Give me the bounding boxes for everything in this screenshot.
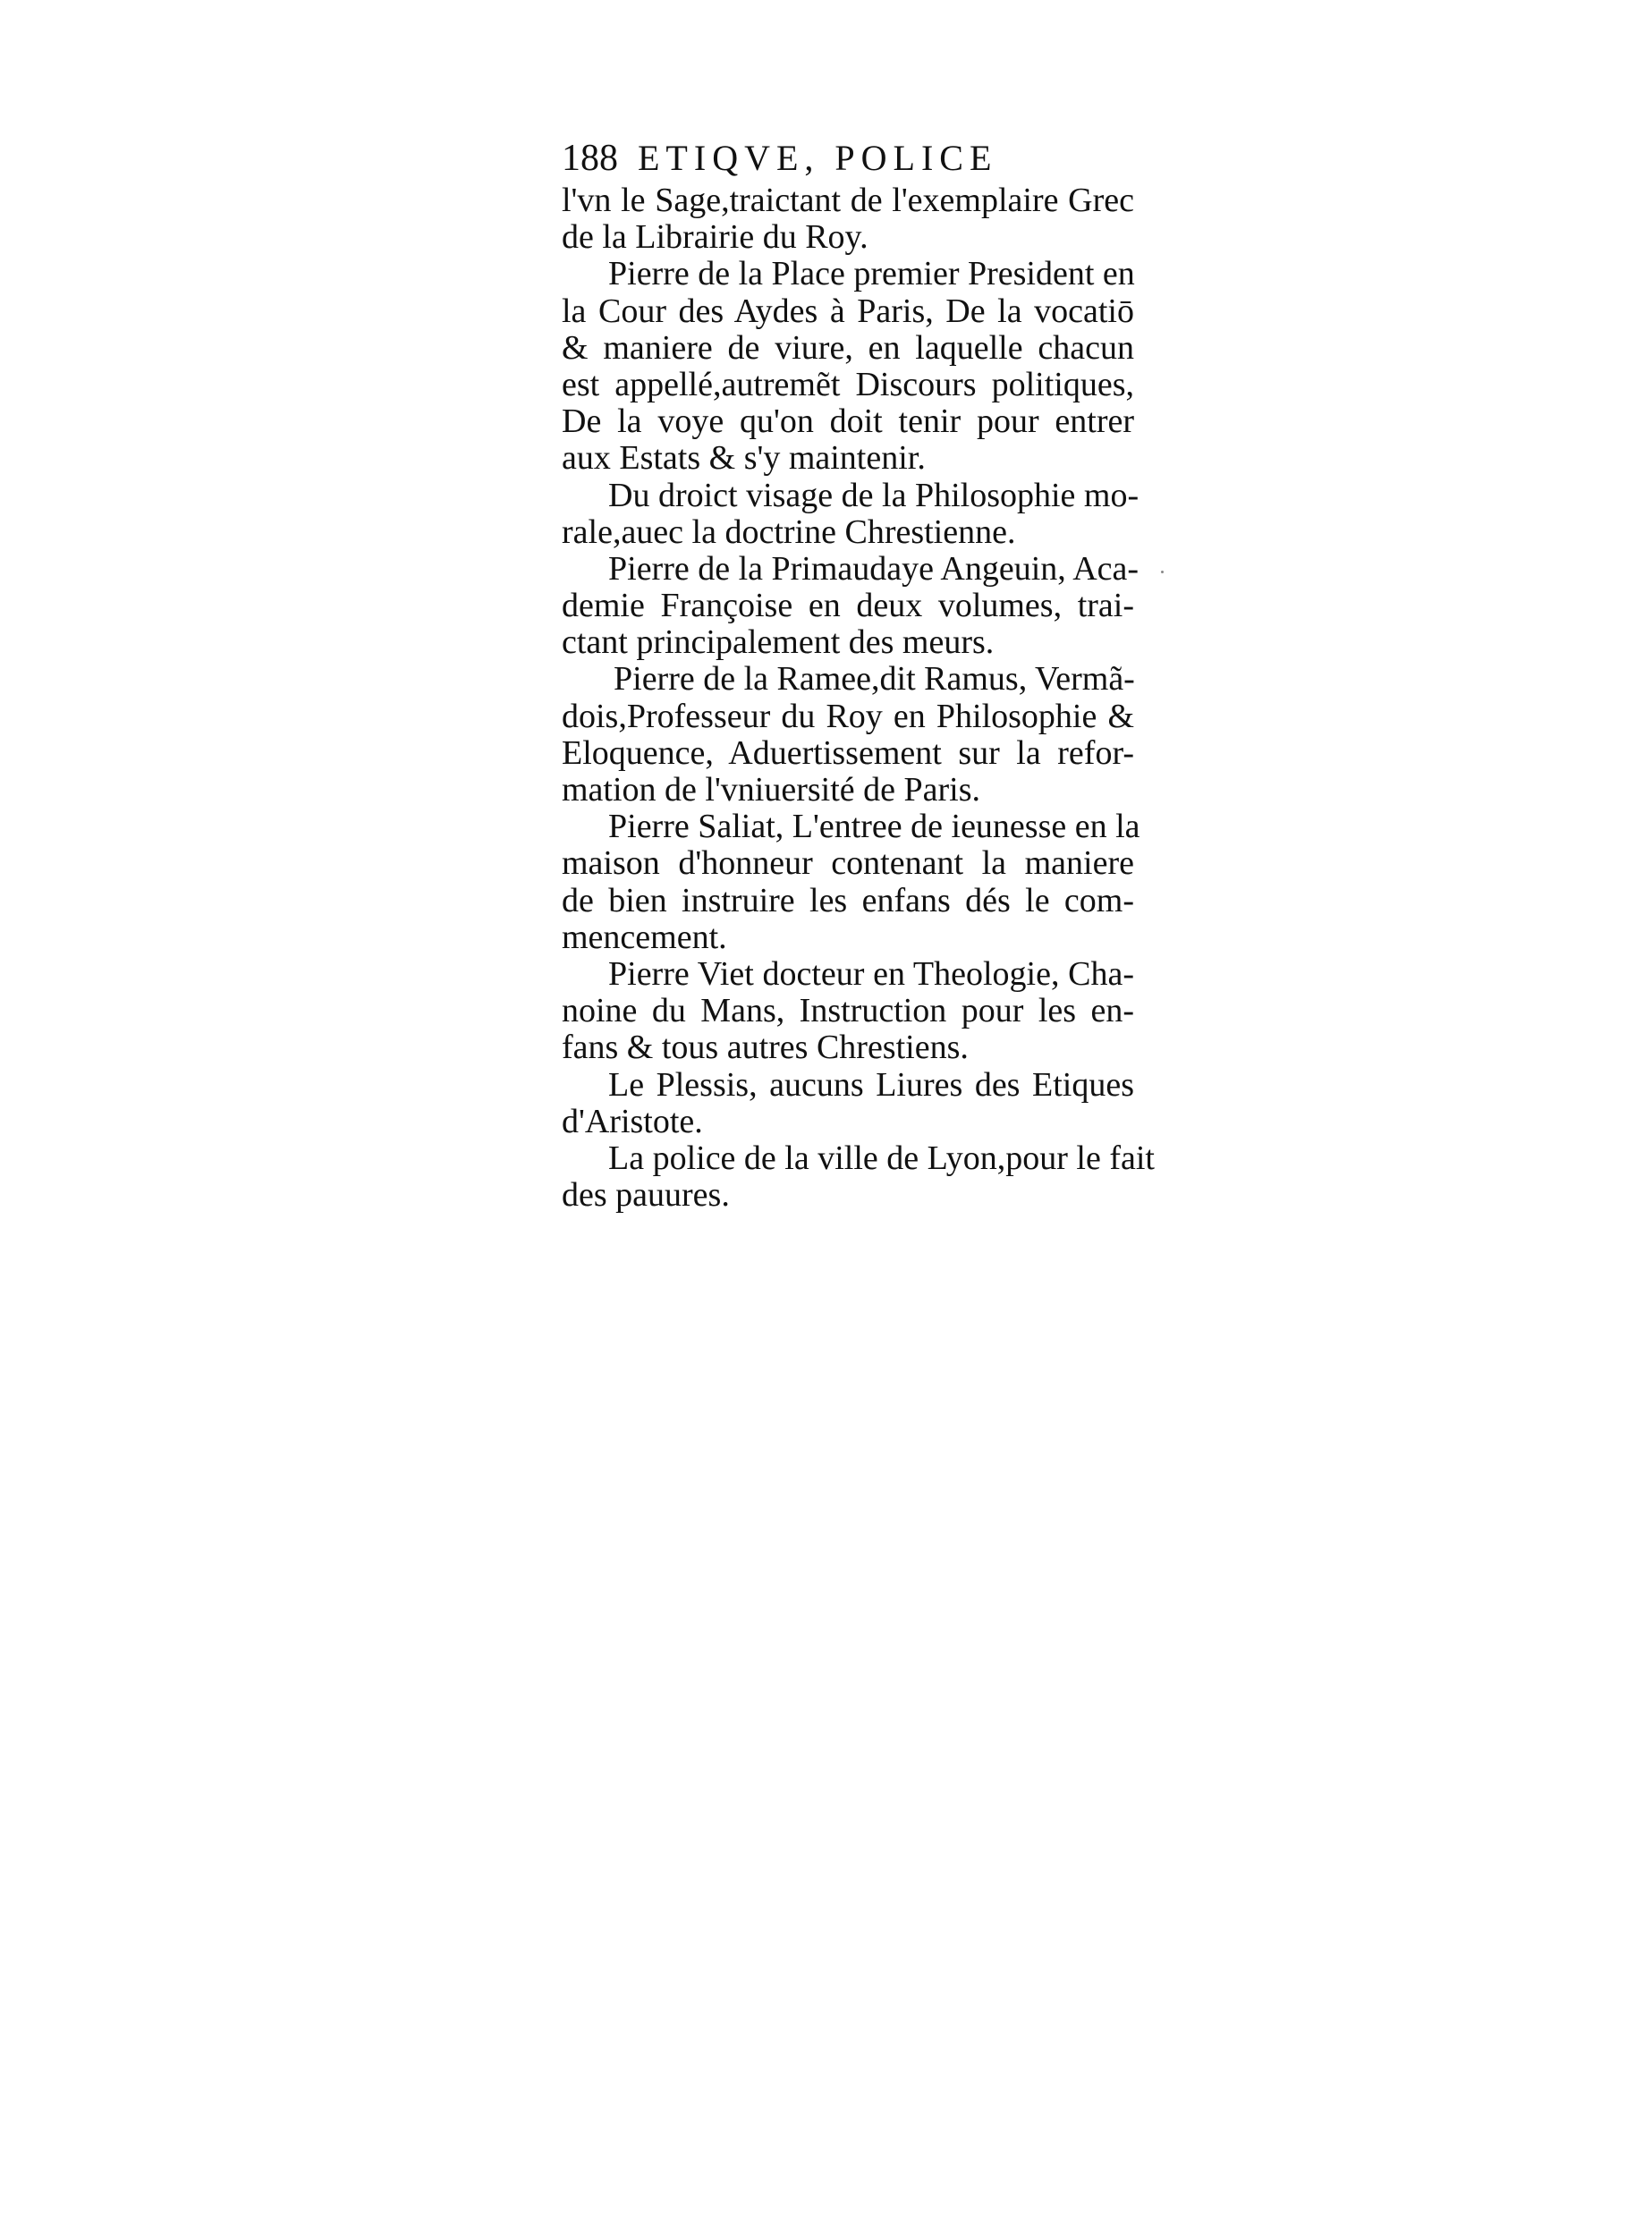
entry-first-line: Pierre de la Primaudaye Angeuin, Aca-: [608, 549, 1139, 588]
text-line: de la Librairie du Roy.: [562, 218, 868, 257]
text-line: mation de l'vniuersité de Paris.: [562, 771, 981, 809]
entry-first-line: La police de la ville de Lyon,pour le fait: [608, 1139, 1155, 1177]
text-line: d'Aristote.: [562, 1102, 703, 1140]
page-number: 188: [562, 138, 618, 179]
text-line: de bien instruire les enfans dés le com-: [562, 881, 1134, 919]
text-line: & maniere de viure, en laquelle chacun: [562, 328, 1134, 367]
text-line: fans & tous autres Chrestiens.: [562, 1029, 969, 1067]
entry-first-line: Le Plessis, aucuns Liures des Etiques: [608, 1065, 1134, 1104]
text-line: noine du Mans, Instruction pour les en-: [562, 992, 1134, 1030]
text-block: [562, 134, 1155, 1215]
text-line: aux Estats & s'y maintenir.: [562, 439, 926, 478]
text-line: demie Françoise en deux volumes, trai-: [562, 587, 1134, 625]
text-line: la Cour des Aydes à Paris, De la vocatiō: [562, 292, 1134, 330]
running-head: [562, 134, 1134, 182]
running-head-title: ETIQVE, POLICE: [638, 138, 998, 178]
text-line: Eloquence, Aduertissement sur la refor-: [562, 733, 1134, 772]
text-line: dois,Professeur du Roy en Philosophie &: [562, 697, 1134, 735]
text-line: l'vn le Sage,traictant de l'exemplaire Grec: [562, 182, 1134, 219]
text-line: rale,auec la doctrine Chrestienne.: [562, 512, 1016, 551]
entry-first-line: Pierre de la Place premier President en: [608, 255, 1135, 293]
text-line: maison d'honneur contenant la maniere: [562, 844, 1134, 883]
entry-first-line: Pierre de la Ramee,dit Ramus, Vermã-: [614, 660, 1135, 699]
entry-first-line: Du droict visage de la Philosophie mo-: [608, 476, 1139, 514]
text-line: De la voye qu'on doit tenir pour entrer: [562, 402, 1134, 441]
ink-speck: [1161, 571, 1164, 573]
entry-first-line: Pierre Viet docteur en Theologie, Cha-: [608, 954, 1134, 993]
text-line: est appellé,autremẽt Discours politiques,: [562, 365, 1134, 403]
entry-first-line: Pierre Saliat, L'entree de ieunesse en la: [608, 808, 1140, 846]
text-line: mencement.: [562, 918, 727, 956]
text-line: ctant principalement des meurs.: [562, 623, 995, 662]
text-line: des pauures.: [562, 1176, 730, 1215]
